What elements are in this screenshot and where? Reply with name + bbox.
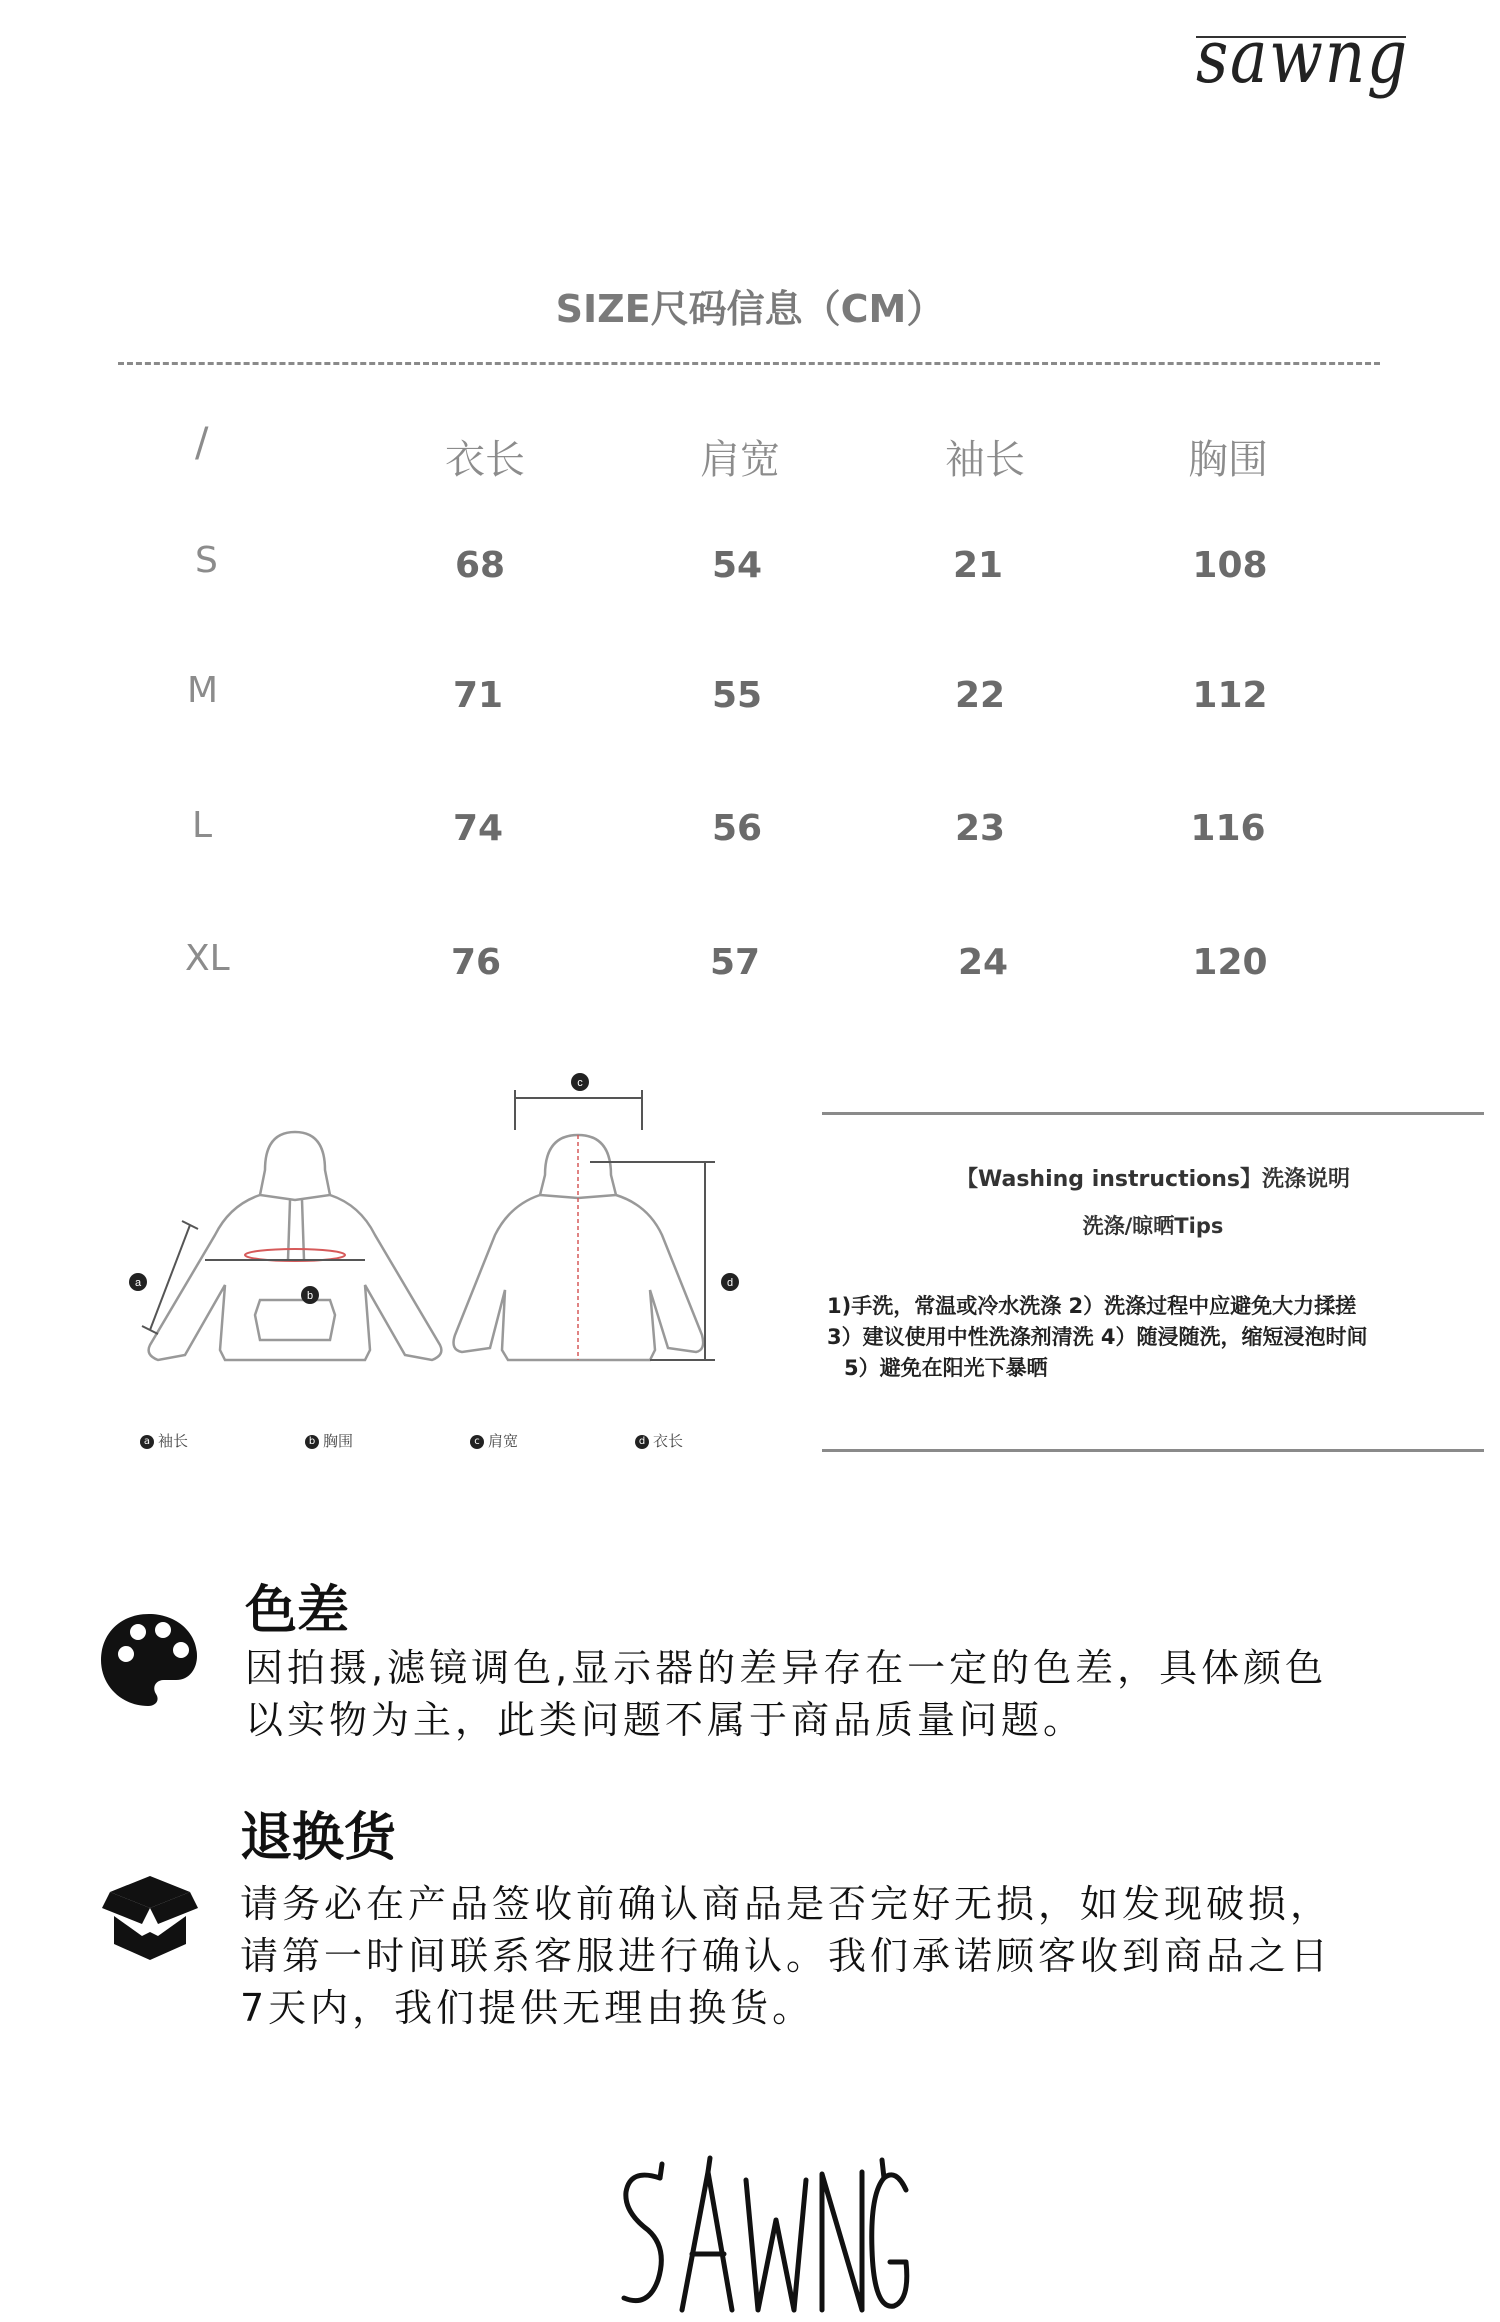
table-cell: 76	[450, 942, 502, 983]
brand-logo-text: sawng	[1196, 14, 1409, 100]
marker-c-label: c	[577, 1077, 583, 1089]
returns-line-1: 请务必在产品签收前确认商品是否完好无损，如发现破损，	[240, 1882, 1333, 1926]
hoodie-measurement-diagram	[50, 1070, 810, 1470]
column-header-sleeve: 袖长	[945, 437, 1025, 483]
legend-label-sleeve: 袖长	[158, 1432, 189, 1450]
table-cell: 108	[1192, 545, 1268, 586]
wash-line-3: 5）避免在阳光下暴晒	[844, 1356, 1048, 1380]
brand-logo-bottom	[600, 2150, 920, 2322]
legend-dot-c: c	[470, 1435, 484, 1449]
table-cell: 71	[452, 675, 504, 716]
table-cell: 22	[954, 675, 1006, 716]
size-table	[0, 0, 1500, 1000]
returns-line-3: 7天内，我们提供无理由换货。	[240, 1986, 815, 2030]
open-box-icon	[100, 1872, 200, 1964]
color-diff-title: 色差	[245, 1581, 350, 1641]
legend-dot-d: d	[635, 1435, 649, 1449]
column-header-chest: 胸围	[1188, 437, 1268, 483]
row-label-l: L	[192, 805, 213, 846]
table-cell: 21	[952, 545, 1004, 586]
legend-label-length: 衣长	[653, 1432, 684, 1450]
returns-line-2: 请第一时间联系客服进行确认。我们承诺顾客收到商品之日	[240, 1934, 1333, 1978]
legend-dot-b: b	[305, 1435, 319, 1449]
table-cell: 57	[709, 942, 761, 983]
wash-bottom-rule	[822, 1449, 1484, 1452]
table-cell: 56	[711, 808, 763, 849]
wash-top-rule	[822, 1112, 1484, 1115]
table-cell: 55	[711, 675, 763, 716]
wash-title: 【Washing instructions】洗涤说明	[956, 1167, 1350, 1192]
legend-label-chest: 胸围	[323, 1432, 354, 1450]
table-cell: 116	[1190, 808, 1266, 849]
marker-b-label: b	[306, 1290, 314, 1302]
marker-b	[301, 1286, 319, 1304]
column-header-length: 衣长	[445, 437, 525, 483]
table-corner: /	[195, 420, 209, 466]
marker-a-label: a	[134, 1277, 142, 1289]
table-cell: 120	[1192, 942, 1268, 983]
washing-instructions	[822, 1112, 1484, 1452]
color-diff-line-1: 因拍摄,滤镜调色,显示器的差异存在一定的色差，具体颜色	[245, 1646, 1328, 1690]
palette-icon	[98, 1610, 200, 1710]
table-cell: 23	[954, 808, 1006, 849]
table-cell: 68	[454, 545, 506, 586]
wash-line-1: 1)手洗，常温或冷水洗涤 2）洗涤过程中应避免大力揉搓	[827, 1294, 1357, 1318]
row-label-m: M	[187, 670, 219, 711]
legend-item-chest	[305, 1430, 353, 1451]
legend-item-sleeve	[140, 1430, 188, 1451]
table-cell: 112	[1192, 675, 1268, 716]
wash-subtitle: 洗涤/晾晒Tips	[1082, 1214, 1224, 1238]
wash-line-2: 3）建议使用中性洗涤剂清洗 4）随浸随洗，缩短浸泡时间	[827, 1325, 1368, 1349]
row-label-s: S	[195, 540, 218, 581]
legend-item-shoulder	[470, 1430, 518, 1451]
row-label-xl: XL	[185, 938, 230, 979]
marker-c	[571, 1073, 589, 1091]
hoodie-illustration	[50, 1070, 810, 1400]
size-title: SIZE尺码信息（CM）	[555, 287, 945, 331]
legend-label-shoulder: 肩宽	[488, 1432, 519, 1450]
marker-d	[721, 1273, 739, 1291]
color-diff-line-2: 以实物为主，此类问题不属于商品质量问题。	[245, 1698, 1086, 1742]
marker-d-label: d	[726, 1277, 734, 1289]
marker-a	[129, 1273, 147, 1291]
table-cell: 54	[711, 545, 763, 586]
table-cell: 24	[957, 942, 1009, 983]
returns-title: 退换货	[240, 1808, 397, 1868]
legend-dot-a: a	[140, 1435, 154, 1449]
table-cell: 74	[452, 808, 504, 849]
legend-item-length	[635, 1430, 683, 1451]
column-header-shoulder: 肩宽	[700, 437, 780, 483]
